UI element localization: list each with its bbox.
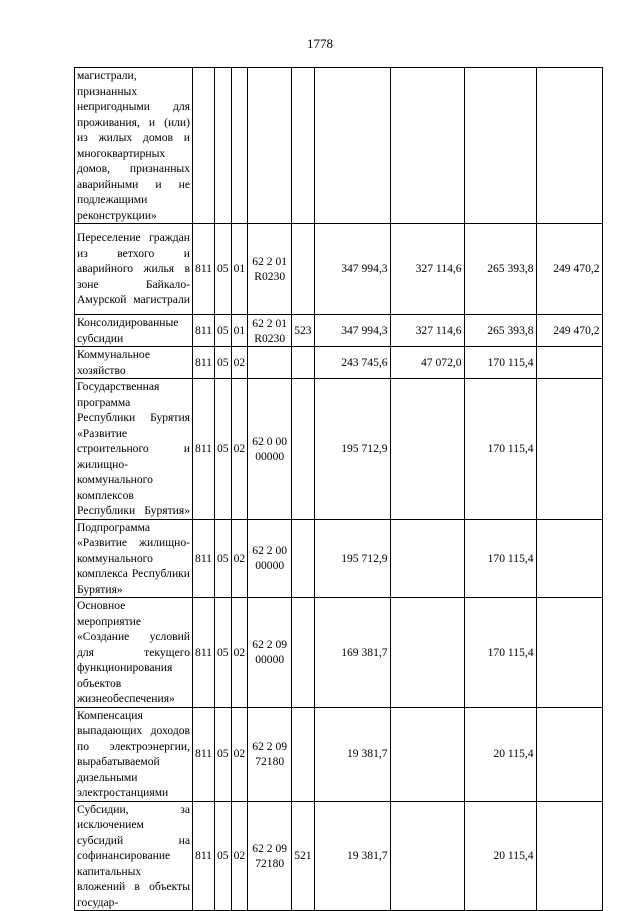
ministry-code: 811 — [193, 379, 215, 520]
target-article-code-part2: 72180 — [255, 755, 285, 768]
amount-3: 20 115,4 — [464, 707, 536, 801]
amount-1: 243 745,6 — [314, 347, 390, 379]
target-article-code — [248, 598, 292, 708]
section-code: 05 — [215, 801, 232, 911]
subsection-code: 01 — [231, 224, 248, 315]
amount-4 — [536, 598, 602, 708]
target-article-code-part2: 00000 — [255, 449, 285, 463]
amount-2: 327 114,6 — [390, 224, 464, 315]
amount-3: 265 393,8 — [464, 315, 536, 347]
amount-4 — [536, 68, 602, 224]
amount-2 — [390, 519, 464, 598]
ministry-code: 811 — [193, 707, 215, 801]
ministry-code: 811 — [193, 347, 215, 379]
subsection-code — [231, 68, 248, 224]
table-row — [75, 224, 603, 315]
item-name: Коммунальное хозяйство — [75, 347, 193, 379]
subsection-code: 02 — [231, 801, 248, 911]
subsection-code: 01 — [231, 315, 248, 347]
expense-type-code — [292, 519, 314, 598]
expense-type-code — [292, 598, 314, 708]
amount-3: 265 393,8 — [464, 224, 536, 315]
amount-1: 169 381,7 — [314, 598, 390, 708]
amount-2: 327 114,6 — [390, 315, 464, 347]
section-code: 05 — [215, 379, 232, 520]
amount-3: 20 115,4 — [464, 801, 536, 911]
section-code: 05 — [215, 519, 232, 598]
amount-2 — [390, 707, 464, 801]
subsection-code: 02 — [231, 707, 248, 801]
expense-type-code — [292, 68, 314, 224]
item-name: Компенсация выпадающих доходов по электроэнергии, вырабатываемой дизельными электростанциями — [75, 707, 193, 801]
subsection-code: 02 — [231, 379, 248, 520]
amount-1: 347 994,3 — [314, 224, 390, 315]
amount-2 — [390, 379, 464, 520]
target-article-code-part2: 00000 — [255, 653, 285, 667]
expense-type-code — [292, 379, 314, 520]
ministry-code: 811 — [193, 801, 215, 911]
target-article-code-part1: 62 2 09 — [252, 841, 288, 855]
table-row — [75, 315, 603, 347]
table-row — [75, 707, 603, 801]
amount-2: 47 072,0 — [390, 347, 464, 379]
amount-1: 19 381,7 — [314, 801, 390, 911]
table-row — [75, 347, 603, 379]
amount-4: 249 470,2 — [536, 224, 602, 315]
subsection-code: 02 — [231, 519, 248, 598]
item-name: Переселение граждан из ветхого и аварийного жилья в зоне Байкало-Амурской магистрали — [75, 224, 193, 315]
target-article-code-part2: R0230 — [254, 270, 286, 283]
ministry-code: 811 — [193, 315, 215, 347]
expense-type-code: 523 — [292, 315, 314, 347]
target-article-code — [248, 707, 292, 801]
target-article-code-part2: R0230 — [254, 331, 286, 345]
target-article-code-part2: 00000 — [255, 559, 285, 573]
amount-1: 19 381,7 — [314, 707, 390, 801]
amount-4: 249 470,2 — [536, 315, 602, 347]
section-code: 05 — [215, 598, 232, 708]
target-article-code — [248, 68, 292, 224]
target-article-code — [248, 315, 292, 347]
table-row — [75, 379, 603, 520]
ministry-code: 811 — [193, 224, 215, 315]
expense-type-code — [292, 347, 314, 379]
target-article-code-part1: 62 2 00 — [252, 544, 288, 558]
budget-table — [74, 67, 603, 911]
target-article-code-part1: 62 2 01 — [252, 255, 288, 268]
target-article-code-part1: 62 2 09 — [252, 740, 288, 753]
amount-3: 170 115,4 — [464, 598, 536, 708]
page-number: 1778 — [307, 36, 333, 51]
subsection-code: 02 — [231, 598, 248, 708]
section-code: 05 — [215, 347, 232, 379]
amount-4 — [536, 801, 602, 911]
amount-4 — [536, 379, 602, 520]
table-row — [75, 801, 603, 911]
target-article-code — [248, 347, 292, 379]
target-article-code — [248, 519, 292, 598]
amount-2 — [390, 801, 464, 911]
amount-2 — [390, 68, 464, 224]
subsection-code: 02 — [231, 347, 248, 379]
item-name: Основное мероприятие «Создание условий для текущего функционирования объектов жизнеобеспечения» — [75, 598, 193, 708]
section-code: 05 — [215, 707, 232, 801]
target-article-code — [248, 379, 292, 520]
amount-3: 170 115,4 — [464, 379, 536, 520]
item-name: Подпрограмма «Развитие жилищно-коммунального комплекса Республики Бурятия» — [75, 519, 193, 598]
amount-2 — [390, 598, 464, 708]
amount-3: 170 115,4 — [464, 519, 536, 598]
expense-type-code — [292, 224, 314, 315]
amount-4 — [536, 347, 602, 379]
target-article-code-part1: 62 0 00 — [252, 434, 288, 448]
section-code: 05 — [215, 315, 232, 347]
target-article-code-part1: 62 2 09 — [252, 638, 288, 652]
item-name: Субсидии, за исключением субсидий на софинансирование капитальных вложений в объекты государ- — [75, 801, 193, 911]
amount-1 — [314, 68, 390, 224]
ministry-code: 811 — [193, 519, 215, 598]
amount-4 — [536, 519, 602, 598]
amount-3: 170 115,4 — [464, 347, 536, 379]
item-name: Государственная программа Республики Бурятия «Развитие строительного и жилищно-коммунального комплексов Республики Бурятия» — [75, 379, 193, 520]
target-article-code-part1: 62 2 01 — [252, 316, 288, 330]
amount-1: 195 712,9 — [314, 379, 390, 520]
target-article-code — [248, 224, 292, 315]
item-name: Консолидированные субсидии — [75, 315, 193, 347]
target-article-code-part2: 72180 — [255, 856, 285, 870]
section-code — [215, 68, 232, 224]
expense-type-code — [292, 707, 314, 801]
table-row — [75, 598, 603, 708]
table-row — [75, 519, 603, 598]
section-code: 05 — [215, 224, 232, 315]
amount-3 — [464, 68, 536, 224]
expense-type-code: 521 — [292, 801, 314, 911]
item-name: магистрали, признанных непригодными для проживания, и (или) из жилых домов и многоквартирных домов, признанных аварийными и не подлежащими реконструкции» — [75, 68, 193, 224]
table-row — [75, 68, 603, 224]
target-article-code — [248, 801, 292, 911]
ministry-code — [193, 68, 215, 224]
ministry-code: 811 — [193, 598, 215, 708]
amount-4 — [536, 707, 602, 801]
amount-1: 195 712,9 — [314, 519, 390, 598]
amount-1: 347 994,3 — [314, 315, 390, 347]
